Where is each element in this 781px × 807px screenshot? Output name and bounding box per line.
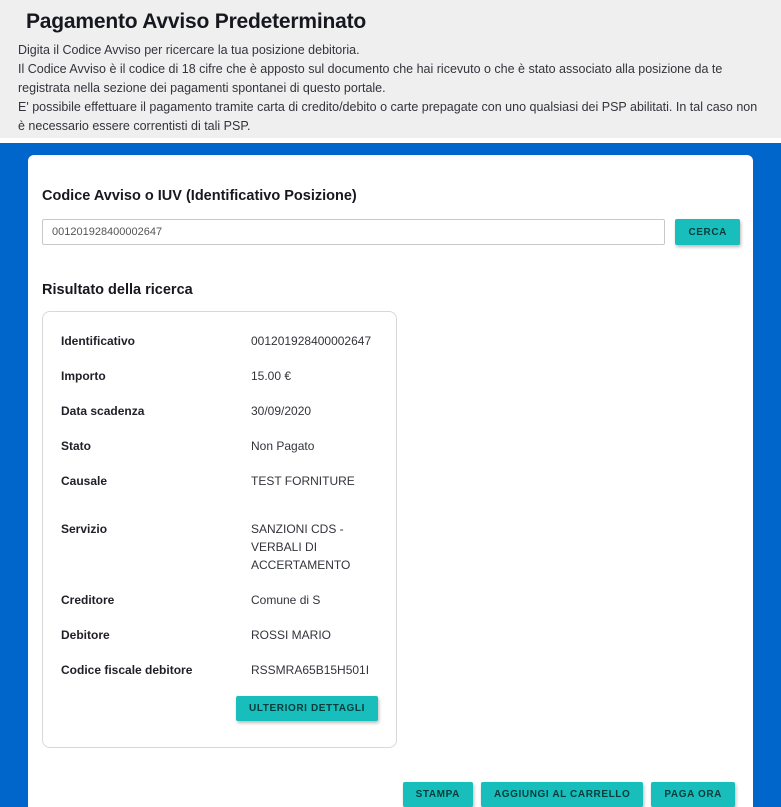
- field-value: 001201928400002647: [251, 334, 372, 348]
- code-input-label: Codice Avviso o IUV (Identificativo Posizione): [42, 188, 357, 204]
- field-label: Causale: [61, 474, 108, 488]
- result-row-servizio: [61, 520, 378, 574]
- field-label: Data scadenza: [61, 404, 145, 418]
- more-details-button[interactable]: ULTERIORI DETTAGLI: [236, 696, 378, 721]
- add-to-cart-button[interactable]: AGGIUNGI AL CARRELLO: [481, 782, 643, 807]
- description-line: Digita il Codice Avviso per ricercare la tua posizione debitoria.: [18, 43, 360, 57]
- result-row-causale: [61, 472, 378, 490]
- content-card: [28, 155, 753, 807]
- result-row-stato: [61, 437, 378, 455]
- page-header: [0, 0, 781, 138]
- field-label: Servizio: [61, 522, 108, 536]
- result-row-debitore: [61, 626, 378, 644]
- field-label: Identificativo: [61, 334, 136, 348]
- field-value: 15.00 €: [251, 369, 292, 383]
- field-value: TEST FORNITURE: [251, 474, 355, 488]
- field-label: Codice fiscale debitore: [61, 663, 193, 677]
- pay-now-button[interactable]: PAGA ORA: [651, 782, 735, 807]
- field-value: SANZIONI CDS - VERBALI DI ACCERTAMENTO: [251, 522, 351, 572]
- field-value: 30/09/2020: [251, 404, 312, 418]
- result-row-codice-fiscale: [61, 661, 378, 679]
- result-row-creditore: [61, 591, 378, 609]
- field-value: RSSMRA65B15H501I: [251, 663, 370, 677]
- search-row: [42, 219, 740, 245]
- details-button-row: [61, 696, 378, 721]
- result-row-importo: [61, 367, 378, 385]
- field-value: Comune di S: [251, 593, 321, 607]
- field-value: ROSSI MARIO: [251, 628, 332, 642]
- result-row-identificativo: [61, 332, 378, 350]
- description-line: E' possibile effettuare il pagamento tramite carta di credito/debito o carte prepagate con uno qualsiasi dei PSP abilitati. In tal caso non è necessario essere correntisti di tali PSP.: [18, 100, 758, 133]
- result-box: [42, 311, 397, 748]
- result-heading: Risultato della ricerca: [42, 282, 193, 298]
- page-title: Pagamento Avviso Predeterminato: [26, 10, 367, 33]
- result-row-data-scadenza: [61, 402, 378, 420]
- avviso-code-input[interactable]: [42, 219, 665, 245]
- blue-background-panel: [0, 143, 781, 807]
- print-button[interactable]: STAMPA: [403, 782, 473, 807]
- field-label: Creditore: [61, 593, 115, 607]
- field-label: Stato: [61, 439, 91, 453]
- field-value: Non Pagato: [251, 439, 315, 453]
- search-button[interactable]: CERCA: [675, 219, 740, 245]
- page-description: [18, 41, 763, 136]
- description-line: Il Codice Avviso è il codice di 18 cifre che è apposto sul documento che hai ricevuto o che è stato associato alla posizione da te registrata nella sezione dei pagamenti spontanei di questo portale.: [18, 62, 723, 95]
- field-label: Importo: [61, 369, 106, 383]
- actions-row: [42, 782, 740, 807]
- field-label: Debitore: [61, 628, 110, 642]
